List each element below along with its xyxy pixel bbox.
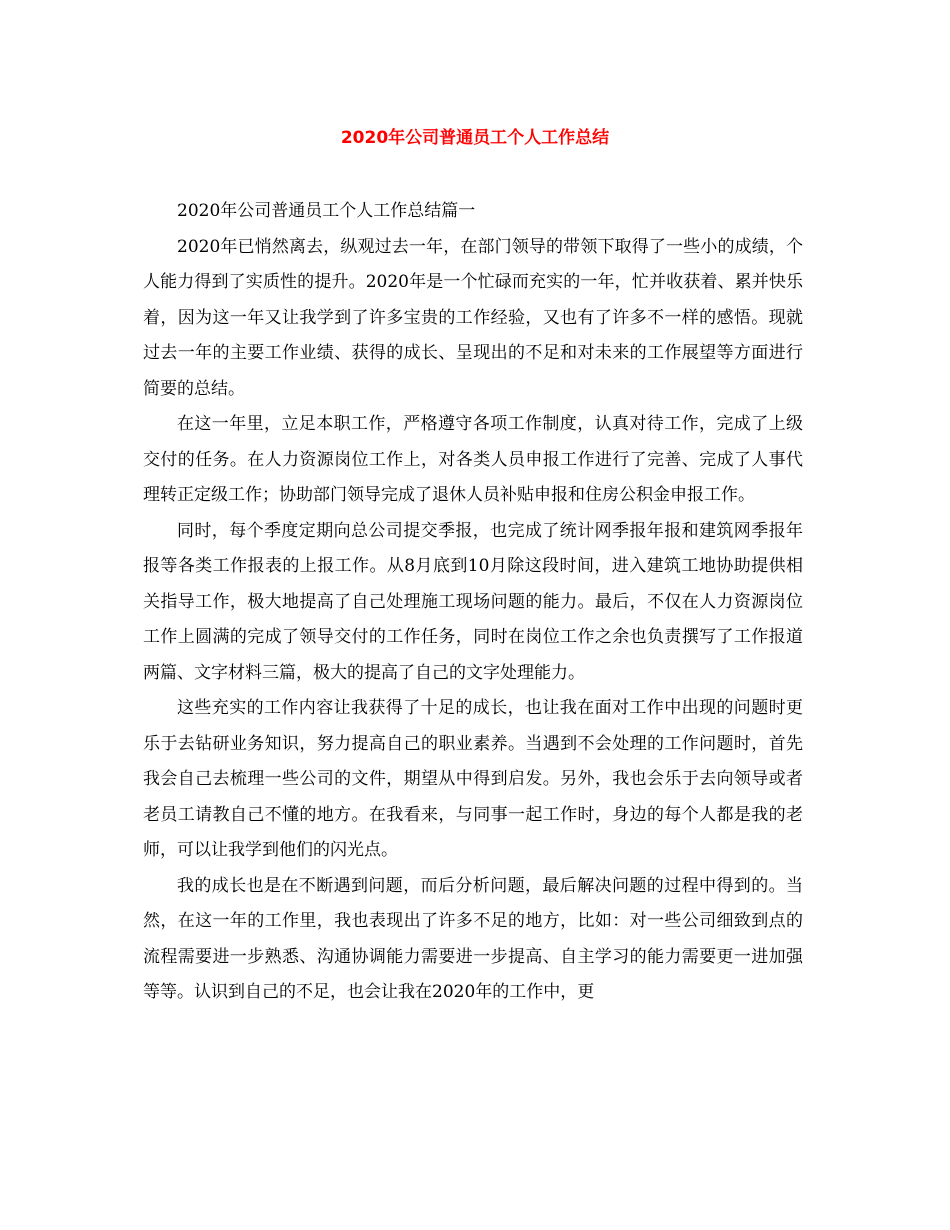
paragraph: 在这一年里，立足本职工作，严格遵守各项工作制度，认真对待工作，完成了上级交付的任务。在人力资源岗位工作上，对各类人员申报工作进行了完善、完成了人事代理转正定级工作；协助部门领导完成了退休人员补贴申报和住房公积金申报工作。 (143, 414, 803, 505)
section-heading: 2020年公司普通员工个人工作总结篇一 (177, 201, 476, 221)
document-title: 2020年公司普通员工个人工作总结 (340, 128, 610, 148)
paragraph: 这些充实的工作内容让我获得了十足的成长，也让我在面对工作中出现的问题时更乐于去钻研业务知识，努力提高自己的职业素养。当遇到不会处理的工作问题时，首先我会自己去梳理一些公司的文件，期望从中得到启发。另外，我也会乐于去向领导或者老员工请教自己不懂的地方。在我看来，与同事一起工作时，身边的每个人都是我的老师，可以让我学到他们的闪光点。 (143, 698, 803, 860)
paragraph: 2020年已悄然离去，纵观过去一年，在部门领导的带领下取得了一些小的成绩，个人能力得到了实质性的提升。2020年是一个忙碌而充实的一年，忙并收获着、累并快乐着，因为这一年又让我学到了许多宝贵的工作经验，又也有了许多不一样的感悟。现就过去一年的主要工作业绩、获得的成长、呈现出的不足和对未来的工作展望等方面进行简要的总结。 (143, 236, 803, 399)
paragraph: 同时，每个季度定期向总公司提交季报，也完成了统计网季报年报和建筑网季报年报等各类工作报表的上报工作。从8月底到10月除这段时间，进入建筑工地协助提供相关指导工作，极大地提高了自己处理施工现场问题的能力。最后，不仅在人力资源岗位工作上圆满的完成了领导交付的工作任务，同时在岗位工作之余也负责撰写了工作报道两篇、文字材料三篇，极大的提高了自己的文字处理能力。 (143, 520, 803, 683)
paragraph: 我的成长也是在不断遇到问题，而后分析问题，最后解决问题的过程中得到的。当然，在这一年的工作里，我也表现出了许多不足的地方，比如：对一些公司细致到点的流程需要进一步熟悉、沟通协调能力需要进一步提高、自主学习的能力需要更一进加强等等。认识到自己的不足，也会让我在2020年的工作中，更 (143, 875, 803, 1002)
document-body (143, 194, 803, 1011)
